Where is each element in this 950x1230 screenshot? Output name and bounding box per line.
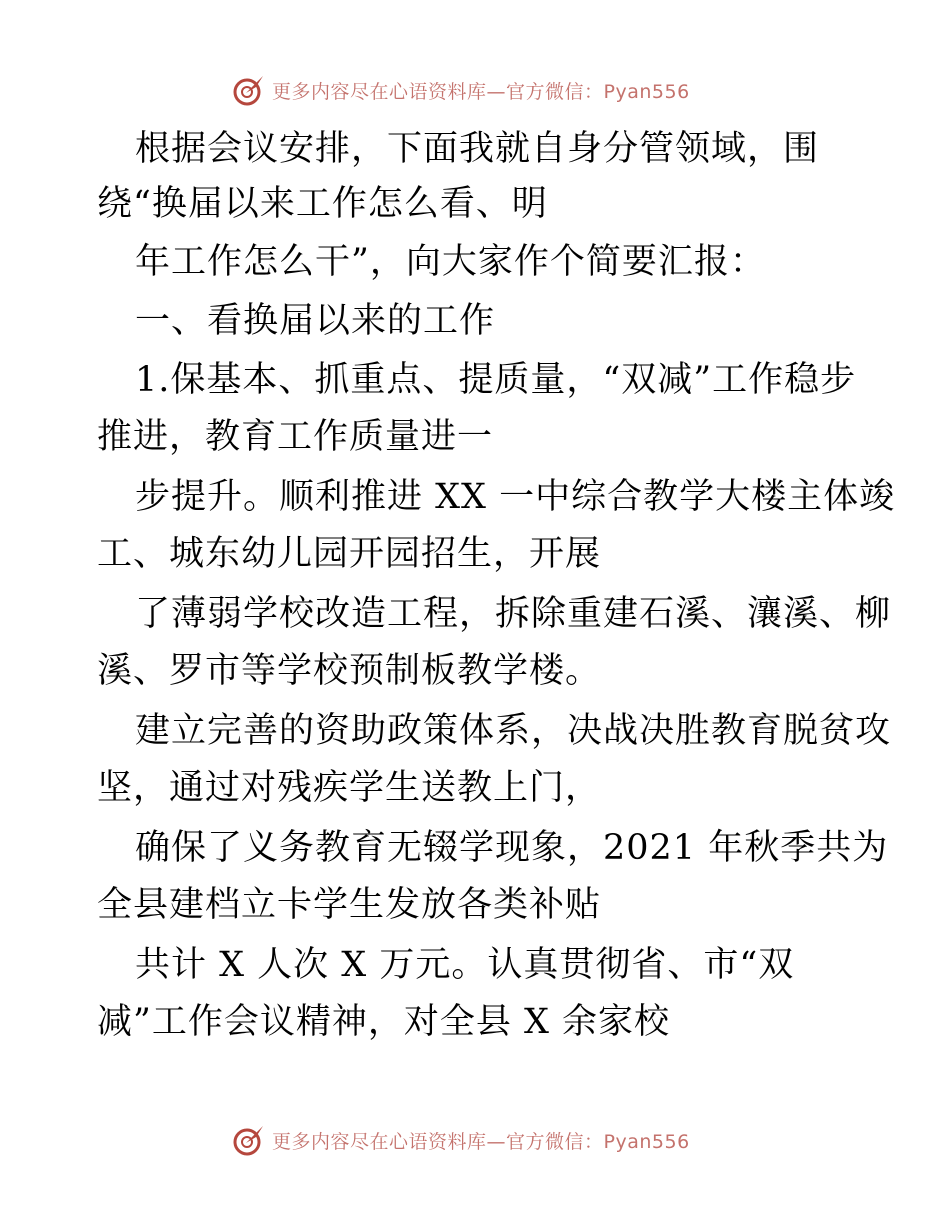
text-line: 全县建档立卡学生发放各类补贴 [97,885,602,925]
text-line: 坚，通过对残疾学生送教上门， [97,768,602,808]
text-line: 确保了义务教育无辍学现象，2021 年秋季共为 [135,828,889,868]
header-banner [232,70,690,110]
text-line: 根据会议安排，下面我就自身分管领域，围 [135,129,820,169]
text-line: 溪、罗市等学校预制板教学楼。 [97,651,602,691]
quill-logo-icon [232,73,266,107]
text-line: 1.保基本、抓重点、提质量，“双减”工作稳步 [135,360,857,400]
text-line: 绕“换届以来工作怎么看、明 [97,184,548,224]
text-line: 建立完善的资助政策体系，决战决胜教育脱贫攻 [135,711,892,751]
header-banner-text: 更多内容尽在心语资料库—官方微信：Pyan556 [272,80,690,103]
text-line: 共计 X 人次 X 万元。认真贯彻省、市“双 [135,945,795,985]
text-line: 年工作怎么干”，向大家作个简要汇报： [135,242,766,282]
footer-banner [232,1120,690,1160]
quill-logo-icon [232,1123,266,1157]
section-heading: 一、看换届以来的工作 [135,301,496,341]
text-line: 步提升。顺利推进 XX 一中综合教学大楼主体竣 [135,477,896,517]
text-line: 减”工作会议精神，对全县 X 余家校 [97,1002,671,1042]
text-line: 了薄弱学校改造工程，拆除重建石溪、瀼溪、柳 [135,594,892,634]
footer-banner-text: 更多内容尽在心语资料库—官方微信：Pyan556 [272,1130,690,1153]
text-line: 推进，教育工作质量进一 [97,417,494,457]
text-line: 工、城东幼儿园开园招生，开展 [97,534,602,574]
